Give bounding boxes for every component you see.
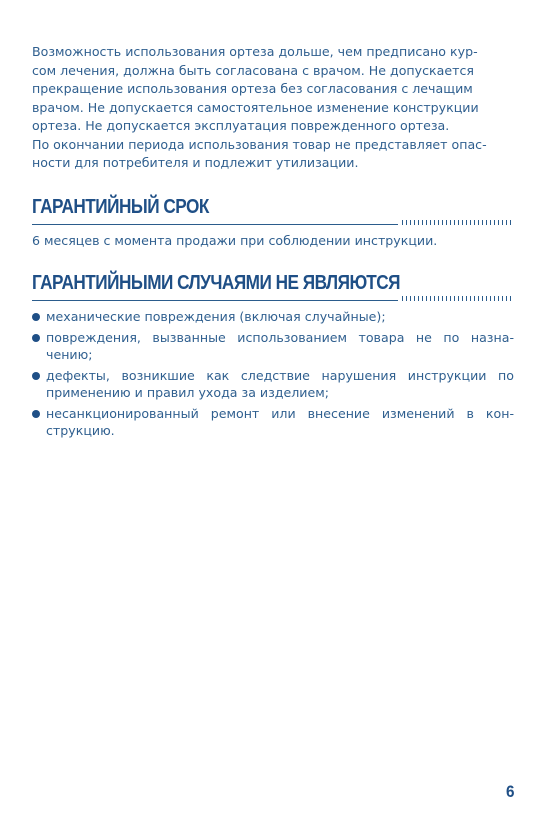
list-item-text: механические повреждения (включая случайные); [46, 309, 386, 324]
list-item-text: повреждения, вызванные использованием товара не по назна-чению; [46, 329, 514, 362]
page-number: 6 [505, 782, 514, 801]
intro-line: ортеза. Не допускается эксплуатация поврежденного ортеза. [32, 118, 450, 133]
warranty-section-header [32, 195, 514, 227]
intro-line: ности для потребителя и подлежит утилизации. [32, 155, 359, 170]
bullet-icon [32, 313, 40, 321]
intro-line: врачом. Не допускается самостоятельное изменение конструкции [32, 99, 479, 115]
intro-line: прекращение использования ортеза без согласования с лечащим [32, 81, 473, 96]
not-warranty-list [32, 308, 514, 440]
warranty-title: ГАРАНТИЙНЫЙ СРОК [32, 195, 209, 218]
section-divider [32, 300, 398, 301]
list-item [32, 367, 514, 402]
intro-paragraph [32, 43, 514, 173]
intro-line: Возможность использования ортеза дольше, чем предписано кур- [32, 44, 478, 59]
list-item-text: дефекты, возникшие как следствие нарушения инструкции по применению и правил ухода за изделием; [46, 367, 514, 400]
list-item [32, 308, 514, 326]
section-tick-marks [402, 296, 514, 301]
bullet-icon [32, 372, 40, 380]
list-item-text: несанкционированный ремонт или внесение изменений в кон-струкцию. [46, 405, 514, 438]
section-tick-marks [402, 220, 514, 225]
intro-line: сом лечения, должна быть согласована с врачом. Не допускается [32, 62, 474, 78]
list-item [32, 329, 514, 364]
warranty-text: 6 месяцев с момента продажи при соблюдении инструкции. [32, 232, 438, 248]
not-warranty-title: ГАРАНТИЙНЫМИ СЛУЧАЯМИ НЕ ЯВЛЯЮТСЯ [32, 272, 400, 294]
list-item [32, 405, 514, 440]
bullet-icon [32, 334, 40, 342]
intro-line: По окончании периода использования товар не представляет опас- [32, 136, 487, 152]
section-divider [32, 224, 398, 225]
page-content [32, 43, 514, 443]
not-warranty-section-header [32, 271, 514, 303]
bullet-icon [32, 410, 40, 418]
